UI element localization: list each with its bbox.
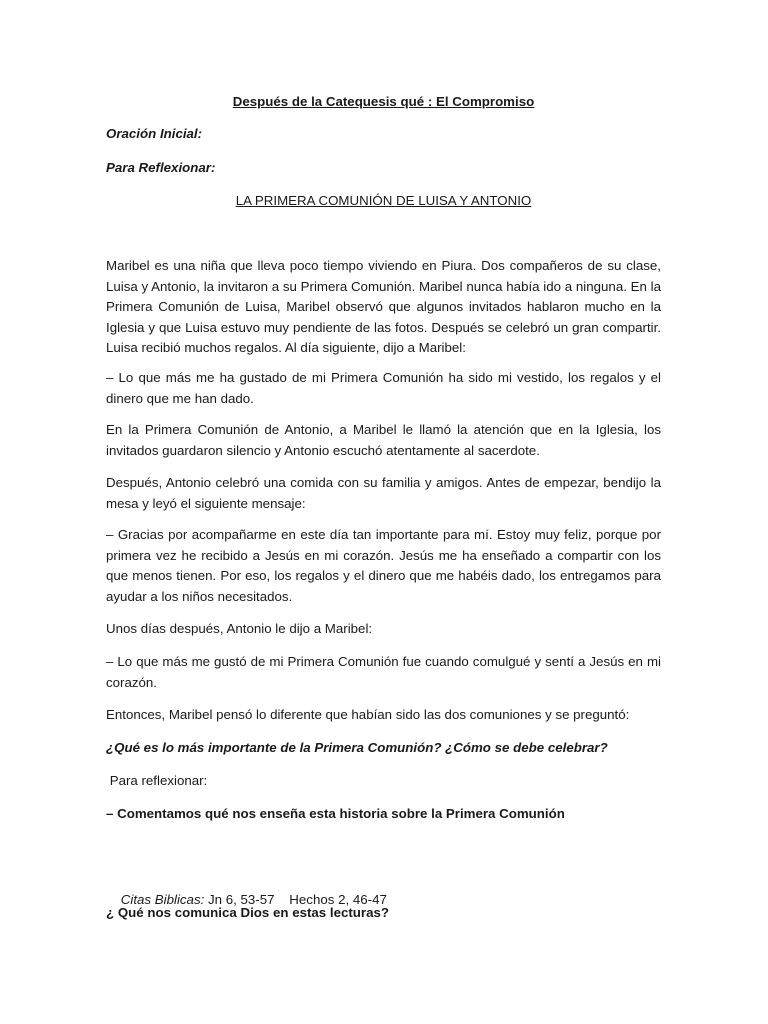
- paragraph-antonio-church: En la Primera Comunión de Antonio, a Maribel le llamó la atención que en la Iglesia, los invitados guardaron silencio y Antonio escuchó atentamente al sacerdote.: [106, 422, 661, 458]
- para-reflexionar-heading: Para Reflexionar:: [106, 160, 216, 175]
- paragraph-maribel-thought: Entonces, Maribel pensó lo diferente que habían sido las dos comuniones y se preguntó:: [106, 707, 630, 722]
- paragraph-antonio-comulgue: – Lo que más me gustó de mi Primera Comunión fue cuando comulgué y sentí a Jesús en mi corazón.: [106, 654, 661, 690]
- comentamos-line: – Comentamos qué nos enseña esta historia sobre la Primera Comunión: [106, 806, 565, 821]
- para-reflexionar-lower: Para reflexionar:: [106, 773, 208, 788]
- paragraph-days-later: Unos días después, Antonio le dijo a Maribel:: [106, 621, 373, 636]
- paragraph-luisa-quote: – Lo que más me ha gustado de mi Primera Comunión ha sido mi vestido, los regalos y el dinero que me han dado.: [106, 370, 661, 406]
- final-question: ¿ Qué nos comunica Dios en estas lecturas?: [106, 905, 390, 920]
- question-italic: ¿Qué es lo más importante de la Primera Comunión? ¿Cómo se debe celebrar?: [106, 740, 608, 755]
- story-title: LA PRIMERA COMUNIÓN DE LUISA Y ANTONIO: [235, 193, 532, 208]
- citas-label: Citas Biblicas:: [120, 892, 205, 907]
- paragraph-antonio-meal: Después, Antonio celebró una comida con su familia y amigos. Antes de empezar, bendijo la mesa y leyó el siguiente mensaje:: [106, 475, 661, 511]
- citas-refs: Jn 6, 53-57 Hechos 2, 46-47: [204, 892, 387, 907]
- oracion-inicial-heading: Oración Inicial:: [106, 126, 203, 141]
- paragraph-antonio-quote: – Gracias por acompañarme en este día tan importante para mí. Estoy muy feliz, porque por primera vez he recibido a Jesús en mi corazón. Jesús me ha enseñado a compartir con los que menos tienen. Por eso, los regalos y el dinero que me habéis dado, los entregamos para ayudar a los niños necesitados.: [106, 527, 661, 604]
- paragraph-intro: Maribel es una niña que lleva poco tiempo viviendo en Piura. Dos compañeros de su clase, Luisa y Antonio, la invitaron a su Primera Comunión. Maribel nunca había ido a ninguna. En la Primera Comunión de Luisa, Maribel observó que algunos invitados hablaron mucho en la Iglesia y que Luisa estuvo muy pendiente de las fotos. Después se celebró un gran compartir. Luisa recibió muchos regalos. Al día siguiente, dijo a Maribel:: [106, 258, 661, 355]
- document-title: Después de la Catequesis qué : El Compromiso: [232, 94, 535, 109]
